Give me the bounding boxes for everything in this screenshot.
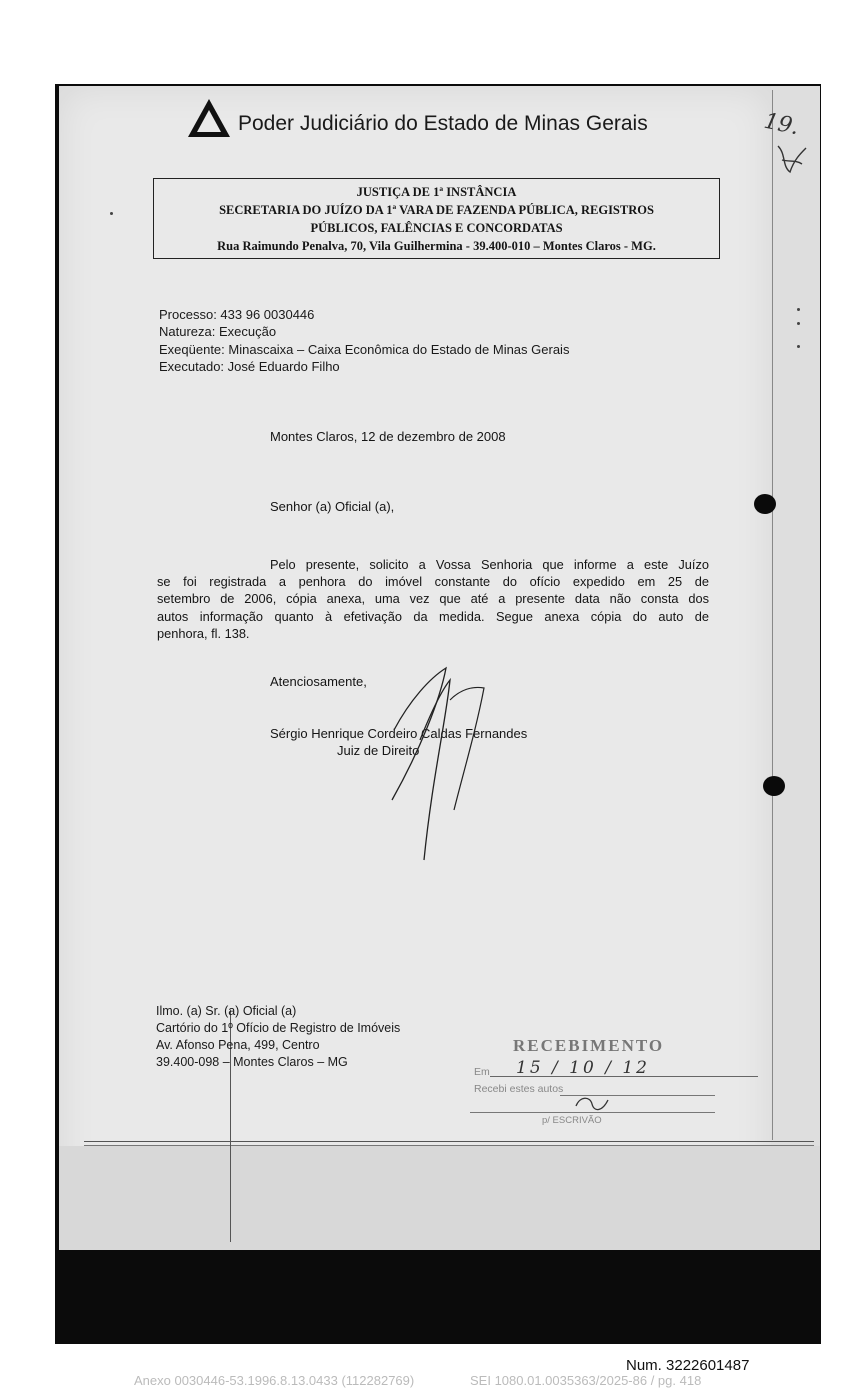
speck <box>797 322 800 325</box>
court-secretariat: SECRETARIA DO JUÍZO DA 1ª VARA DE FAZENDA PÚBLICA, REGISTROS <box>219 203 654 217</box>
recipient-line: Ilmo. (a) Sr. (a) Oficial (a) <box>156 1004 297 1018</box>
case-nature: Natureza: Execução <box>159 324 277 339</box>
document-number: Num. 3222601487 <box>626 1357 750 1374</box>
receipt-stamp-title: RECEBIMENTO <box>513 1036 665 1055</box>
case-number: Processo: 433 96 0030446 <box>159 307 315 322</box>
fold-line <box>84 1145 814 1146</box>
stamp-em-label: Em <box>474 1066 490 1078</box>
speck <box>797 308 800 311</box>
court-secretariat-cont: PÚBLICOS, FALÊNCIAS E CONCORDATAS <box>310 221 563 235</box>
case-defendant: Executado: José Eduardo Filho <box>159 359 340 374</box>
stamp-handwritten-date: 15 / 10 / 12 <box>516 1058 650 1078</box>
speck <box>797 345 800 348</box>
court-instance: JUSTIÇA DE 1ª INSTÂNCIA <box>356 185 517 199</box>
body-line: Pelo presente, solicito a Vossa Senhoria que informe a este Juízo <box>270 557 709 572</box>
stamp-date-line <box>490 1076 758 1077</box>
handwritten-page-number: 19. <box>761 108 802 141</box>
recipient-line: Av. Afonso Pena, 499, Centro <box>156 1038 320 1052</box>
page-bottom-fold <box>59 1146 820 1250</box>
court-header-box <box>153 178 720 259</box>
speck <box>110 212 113 215</box>
body-line: penhora, fl. 138. <box>157 625 250 641</box>
court-title: Poder Judiciário do Estado de Minas Gerais <box>238 112 648 135</box>
case-plaintiff: Exeqüente: Minascaixa – Caixa Econômica do Estado de Minas Gerais <box>159 342 570 357</box>
margin-line <box>772 90 773 1140</box>
punch-hole <box>754 494 776 514</box>
triangle-emblem-icon <box>186 97 232 139</box>
punch-hole <box>763 776 785 796</box>
body-line: se foi registrada a penhora do imóvel constante do ofício expedido em 25 de <box>157 574 709 590</box>
recipient-line: Cartório do 1º Ofício de Registro de Imóveis <box>156 1021 401 1035</box>
court-address: Rua Raimundo Penalva, 70, Vila Guilhermina - 39.400-010 – Montes Claros - MG. <box>217 239 656 253</box>
stamp-received-label: Recebi estes autos <box>474 1083 564 1095</box>
body-line: setembro de 2006, cópia anexa, uma vez que até a presente data não consta dos <box>157 591 709 607</box>
handwritten-initials <box>772 140 812 180</box>
stamp-signature-line <box>470 1112 715 1113</box>
page-edge-strip <box>771 86 820 1146</box>
handwritten-signature <box>380 660 490 870</box>
letter-closing: Atenciosamente, <box>270 674 367 689</box>
stamp-clerk-label: p/ ESCRIVÃO <box>542 1115 602 1126</box>
fold-line <box>84 1141 814 1142</box>
sei-reference: SEI 1080.01.0035363/2025-86 / pg. 418 <box>470 1373 702 1388</box>
letter-salutation: Senhor (a) Oficial (a), <box>270 499 395 514</box>
letter-date: Montes Claros, 12 de dezembro de 2008 <box>270 429 506 444</box>
letter-body <box>157 556 709 642</box>
signer-title: Juiz de Direito <box>337 743 420 758</box>
body-line: autos informação quanto à efetivação da medida. Segue anexa cópia do auto de <box>157 608 709 624</box>
recipient-line: 39.400-098 – Montes Claros – MG <box>156 1055 348 1069</box>
annex-reference: Anexo 0030446-53.1996.8.13.0433 (112282769) <box>134 1373 415 1388</box>
signer-name: Sérgio Henrique Cordeiro Caldas Fernandes <box>270 726 528 741</box>
